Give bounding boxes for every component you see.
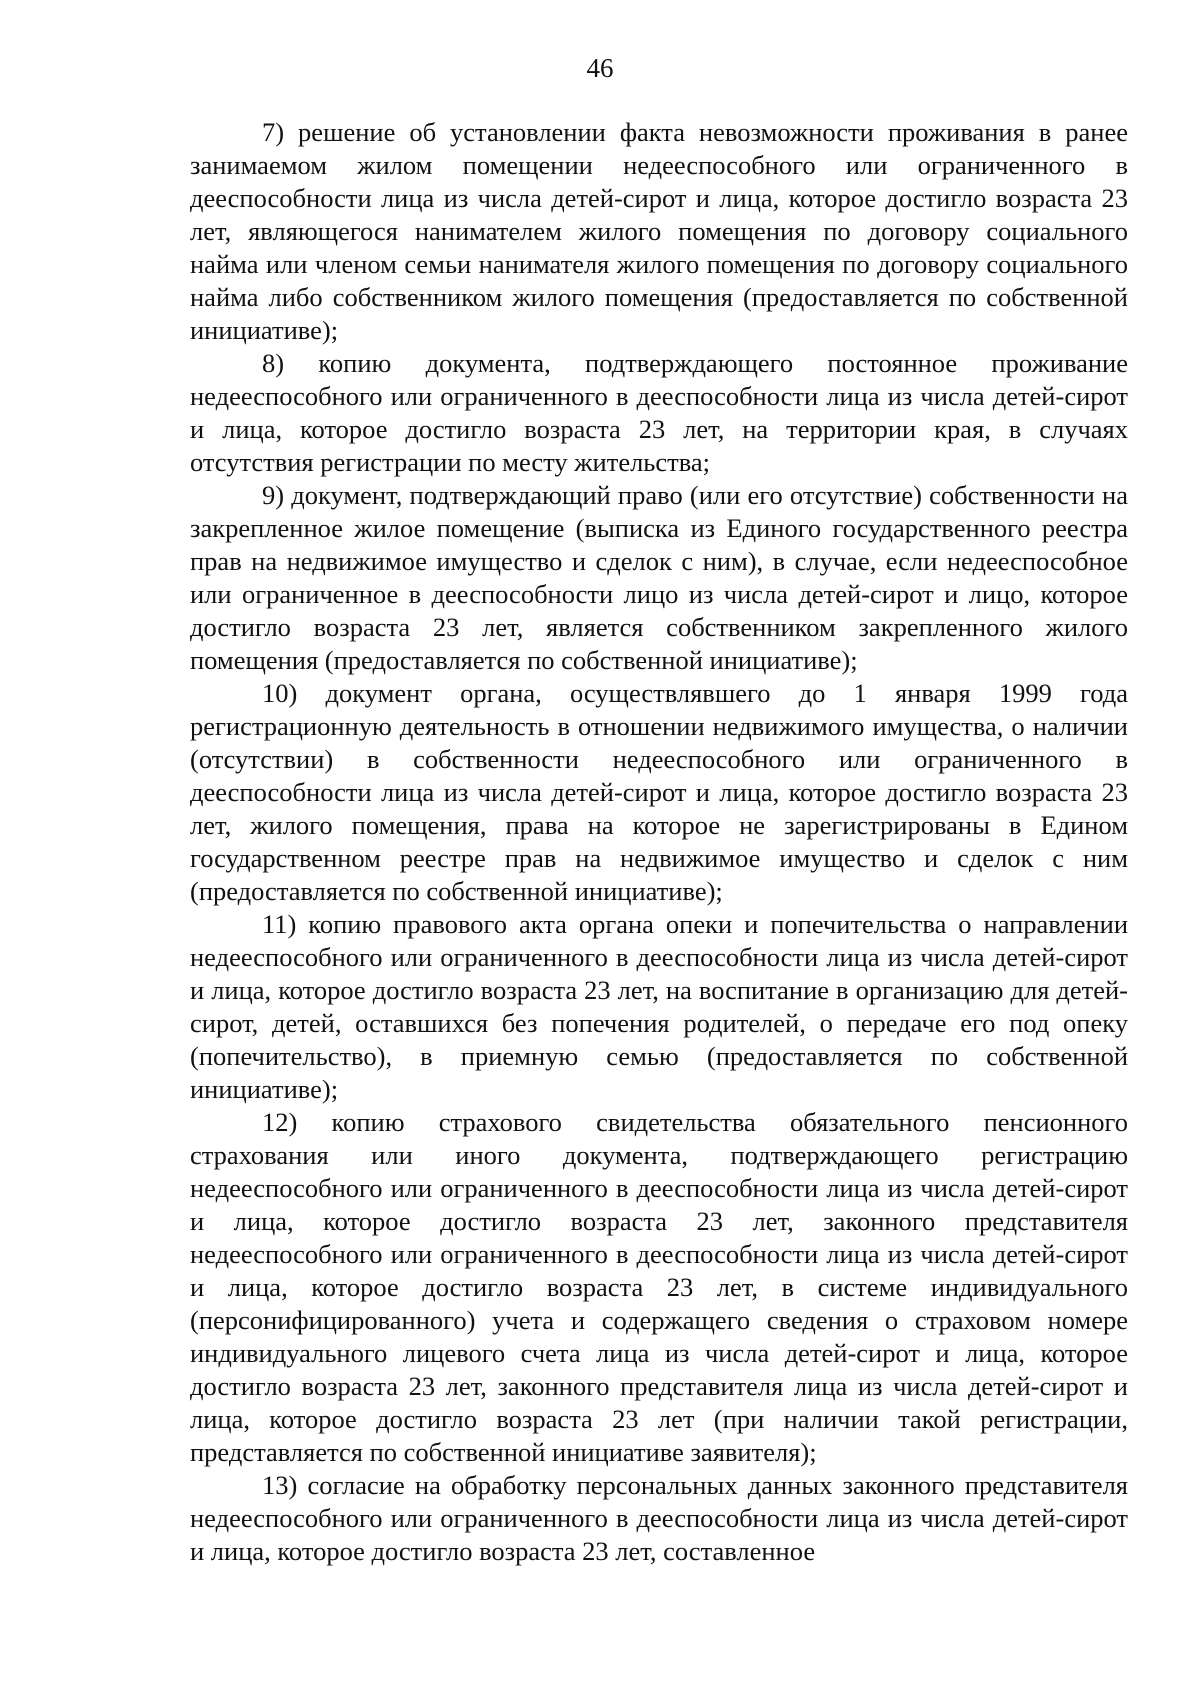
document-body [190,116,1128,1568]
list-item-11: 11) копию правового акта органа опеки и попечительства о направлении недееспособного или ограниченного в дееспособности лица из числа детей-сирот и лица, которое достигло возраста 23 лет, на воспитание в организацию для детей-сирот, детей, оставшихся без попечения родителей, о передаче его под опеку (попечительство), в приемную семью (предоставляется по собственной инициативе); [190,909,1128,1104]
list-item-12: 12) копию страхового свидетельства обязательного пенсионного страхования или иного документа, подтверждающего регистрацию недееспособного или ограниченного в дееспособности лица из числа детей-сирот и лица, которое достигло возраста 23 лет, законного представителя недееспособного или ограниченного в дееспособности лица из числа детей-сирот и лица, которое достигло возраста 23 лет, в системе индивидуального (персонифицированного) учета и содержащего сведения о страховом номере индивидуального лицевого счета лица из числа детей-сирот и лица, которое достигло возраста 23 лет, законного представителя лица из числа детей-сирот и лица, которое достигло возраста 23 лет (при наличии такой регистрации, представляется по собственной инициативе заявителя); [190,1107,1128,1467]
list-item-9: 9) документ, подтверждающий право (или его отсутствие) собственности на закрепленное жилое помещение (выписка из Единого государственного реестра прав на недвижимое имущество и сделок с ним), в случае, если недееспособное или ограниченное в дееспособности лицо из числа детей-сирот и лицо, которое достигло возраста 23 лет, является собственником закрепленного жилого помещения (предоставляется по собственной инициативе); [190,480,1128,675]
list-item-8: 8) копию документа, подтверждающего постоянное проживание недееспособного или ограниченного в дееспособности лица из числа детей-сирот и лица, которое достигло возраста 23 лет, на территории края, в случаях отсутствия регистрации по месту жительства; [190,348,1128,477]
list-item-7: 7) решение об установлении факта невозможности проживания в ранее занимаемом жилом помещении недееспособного или ограниченного в дееспособности лица из числа детей-сирот и лица, которое достигло возраста 23 лет, являющегося нанимателем жилого помещения по договору социального найма или членом семьи нанимателя жилого помещения по договору социального найма либо собственником жилого помещения (предоставляется по собственной инициативе); [190,117,1128,345]
page-number: 46 [586,53,614,83]
list-item-13: 13) согласие на обработку персональных данных законного представителя недееспособного или ограниченного в дееспособности лица из числа детей-сирот и лица, которое достигло возраста 23 лет, составленное [190,1470,1128,1566]
list-item-10: 10) документ органа, осуществлявшего до 1 января 1999 года регистрационную деятельность в отношении недвижимого имущества, о наличии (отсутствии) в собственности недееспособного или ограниченного в дееспособности лица из числа детей-сирот и лица, которое достигло возраста 23 лет, жилого помещения, права на которое не зарегистрированы в Едином государственном реестре прав на недвижимое имущество и сделок с ним (предоставляется по собственной инициативе); [190,678,1128,906]
